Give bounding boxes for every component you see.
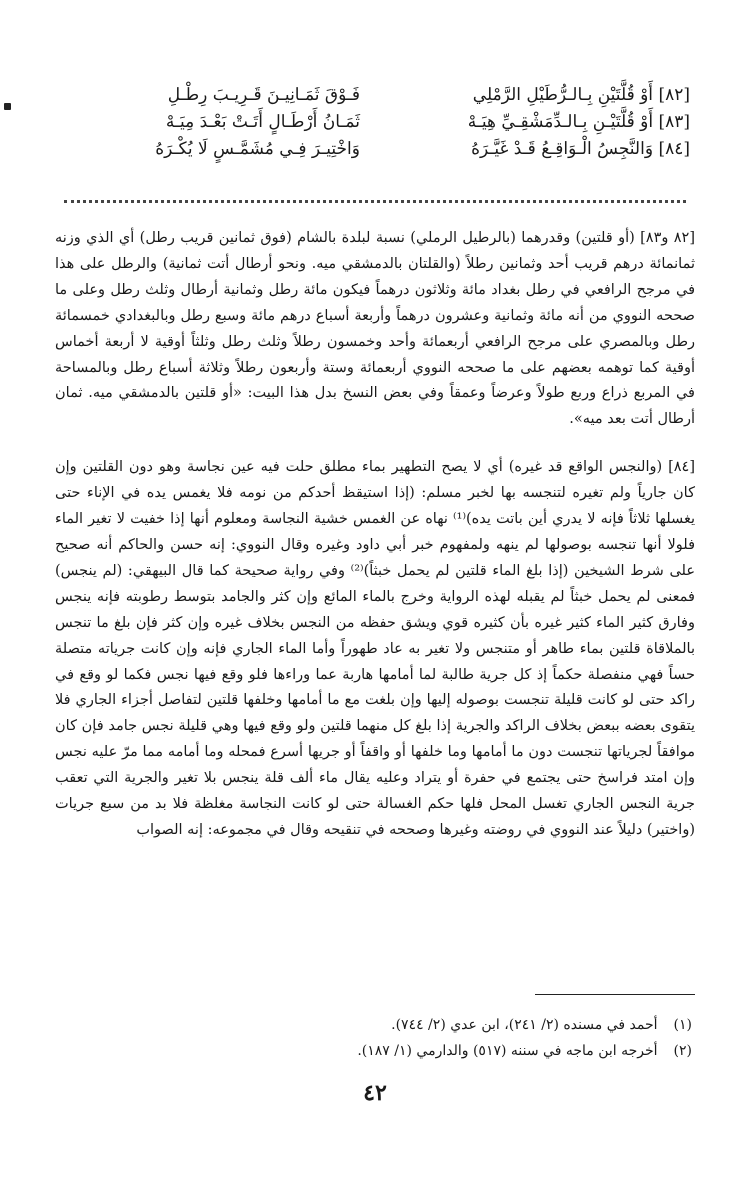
commentary-paragraph: [٨٤] (والنجس الواقع قد غيره) أي لا يصح التطهير بماء مطلق حلت فيه عين نجاسة وهو دون القلتين وإن كان جارياً ولم تغيره لتنجسه بها لخبر مسلم: (إذا استيقظ أحدكم من نومه فلا يغمس يده في الإناء حتى يغسلها ثلاثاً فإنه لا يدري أين باتت يده)⁽¹⁾ نهاه عن الغمس خشية النجاسة ومعلوم أنها إذا خفيت لا تغير الماء فلولا أنها تنجسه بوصولها لم ينهه ولمفهوم خبر أبي داود وغيره وقال النووي: إنه حسن والحاكم أنه صحيح على شرط الشيخين (إذا بلغ الماء قلتين لم يحمل خبثاً)⁽²⁾ وفي رواية صحيحة كما قال البيهقي: (لم ينجس) فمعنى لم يحمل خبثاً لم يقبله لهذه الرواية وخرج بالماء المائع وإن كثر والجامد بتوسط رطوبته فإنه ينجس وفارق كثير الماء كثير غيره بأن كثيره قوي ويشق حفظه من النجس بخلاف غيره وإن كثر فإن بلغ ما تنجس بالملاقاة قلتين بماء طاهر أو متنجس ولا تغير به عاد طهوراً وأما الماء الجاري فإنه وإن كانت جرياته متصلة حساً فهي منفصلة حكماً إذ كل جرية طالبة لما أمامها هاربة عما وراءها فلو وقع فيها نجس فكما لو وقع في راكد حتى لو كانت قليلة تنجست بوصوله إليها وإن بلغت مع ما أمامها وخلفها قلتين لتفاصل أجزاء الجاري فلا يتقوى بعضه ببعض بخلاف الراكد والجرية إذا بلغ كل منهما قلتين ولو وقع فيها وهي قليلة نجس جامد فإن كان موافقاً لجرياتها تنجست دون ما أمامها وما خلفها أو واقفاً أو جريها أسرع فمحله وما أمامه مما مرّ عليه نجس وإن امتد فراسخ حتى يجتمع في حفرة أو يتراد وعليه يقال ماء ألف قلة ينجس بلا تغير والجرية التي تعقب جرية النجس الجاري تغسل المحل فلها حكم الغسالة حتى لو كانت النجاسة مغلظة فلا بد من سبع جريات (واختير) دليلاً عند النووي في روضته وغيرها وصححه في تنقيحه وقال في مجموعه: إنه الصواب (55, 459, 695, 838)
verse-text: أَوْ قُلَّتَيْـنِ بِـالـدِّمَشْقِـيِّ هِيَـهْ (467, 112, 654, 132)
footnote-number: (٢) (673, 1043, 692, 1059)
verse-first-hemistich (390, 82, 690, 109)
verse-second-hemistich: ثَمَـانُ أَرْطَـالٍ أَتَـتْ بَعْـدَ مِيَـهْ (165, 112, 360, 132)
footnotes (60, 1012, 692, 1064)
footnote (60, 1012, 692, 1038)
commentary-body (55, 226, 695, 866)
verse-second-hemistich: فَـوْقَ ثَمَـانِيـنَ قَـرِيـبَ رِطْـلِ (167, 85, 360, 105)
verse-number: [٨٤] (658, 139, 690, 159)
verse-second-hemistich: وَاخْتِيـرَ فِـي مُشَمَّـسٍ لَا يُكْـرَهُ (155, 139, 360, 159)
poem-verses (60, 82, 690, 163)
verse-line (60, 109, 690, 136)
footnote-text: أخرجه ابن ماجه في سننه (٥١٧) والدارمي (١/ ١٨٧). (357, 1043, 658, 1059)
verse-line (60, 136, 690, 163)
dotted-separator (64, 200, 686, 203)
page-edge-mark (4, 103, 11, 110)
verse-first-hemistich (390, 109, 690, 136)
verse-text: أَوْ قُلَّتَيْنِ بِـالـرُّطَيْلِ الرَّمْلِي (472, 85, 654, 105)
verse-line (60, 82, 690, 109)
footnote-text: أحمد في مسنده (٢/ ٢٤١)، ابن عدي (٢/ ٧٤٤). (391, 1017, 658, 1033)
verse-number: [٨٢] (658, 85, 690, 105)
page-number: ٤٢ (363, 1080, 387, 1106)
verse-text: وَالنَّجِسُ الْـوَاقِـعُ قَـدْ غَيَّـرَهُ (471, 139, 654, 159)
footnote-number: (١) (673, 1017, 692, 1033)
verse-first-hemistich (390, 136, 690, 163)
footnote-divider (535, 994, 695, 995)
commentary-paragraph: [٨٢ و٨٣] (أو قلتين) وقدرهما (بالرطيل الرملي) نسبة لبلدة بالشام (فوق ثمانين قريب رطل) أي الذي وزنه ثمانمائة درهم قريب أحد وثمانين رطلاً (والقلتان بالدمشقي ميه. ونحو أرطال أتت ثمانية) والرطل على هذا في مرجح الرافعي في رطل بغداد مائة وثلاثون درهماً فيكون مائة رطل وثمانية أرطال وثلث رطل وعلى ما صححه النووي من أنه مائة وثمانية وعشرون درهماً وأربعة أسباع درهم مائة وسبع رطل وبالبغدادي خمسمائة رطل وبالمصري على مرجح الرافعي أربعمائة وأحد وخمسون رطلاً وثلث رطل وثلثاً أوقية لا أربعة أخماس أوقية كما توهمه بعضهم على ما صححه النووي أربعمائة وستة وأربعون رطلاً وثلاثة أسباع رطل وبالمساحة في المربع ذراع وربع طولاً وعرضاً وعمقاً وفي بعض النسخ بدل هذا البيت: «أو قلتين بالدمشقي ميه. ثمان أرطال أتت بعد ميه». (55, 230, 695, 428)
verse-number: [٨٣] (658, 112, 690, 132)
footnote (60, 1038, 692, 1064)
